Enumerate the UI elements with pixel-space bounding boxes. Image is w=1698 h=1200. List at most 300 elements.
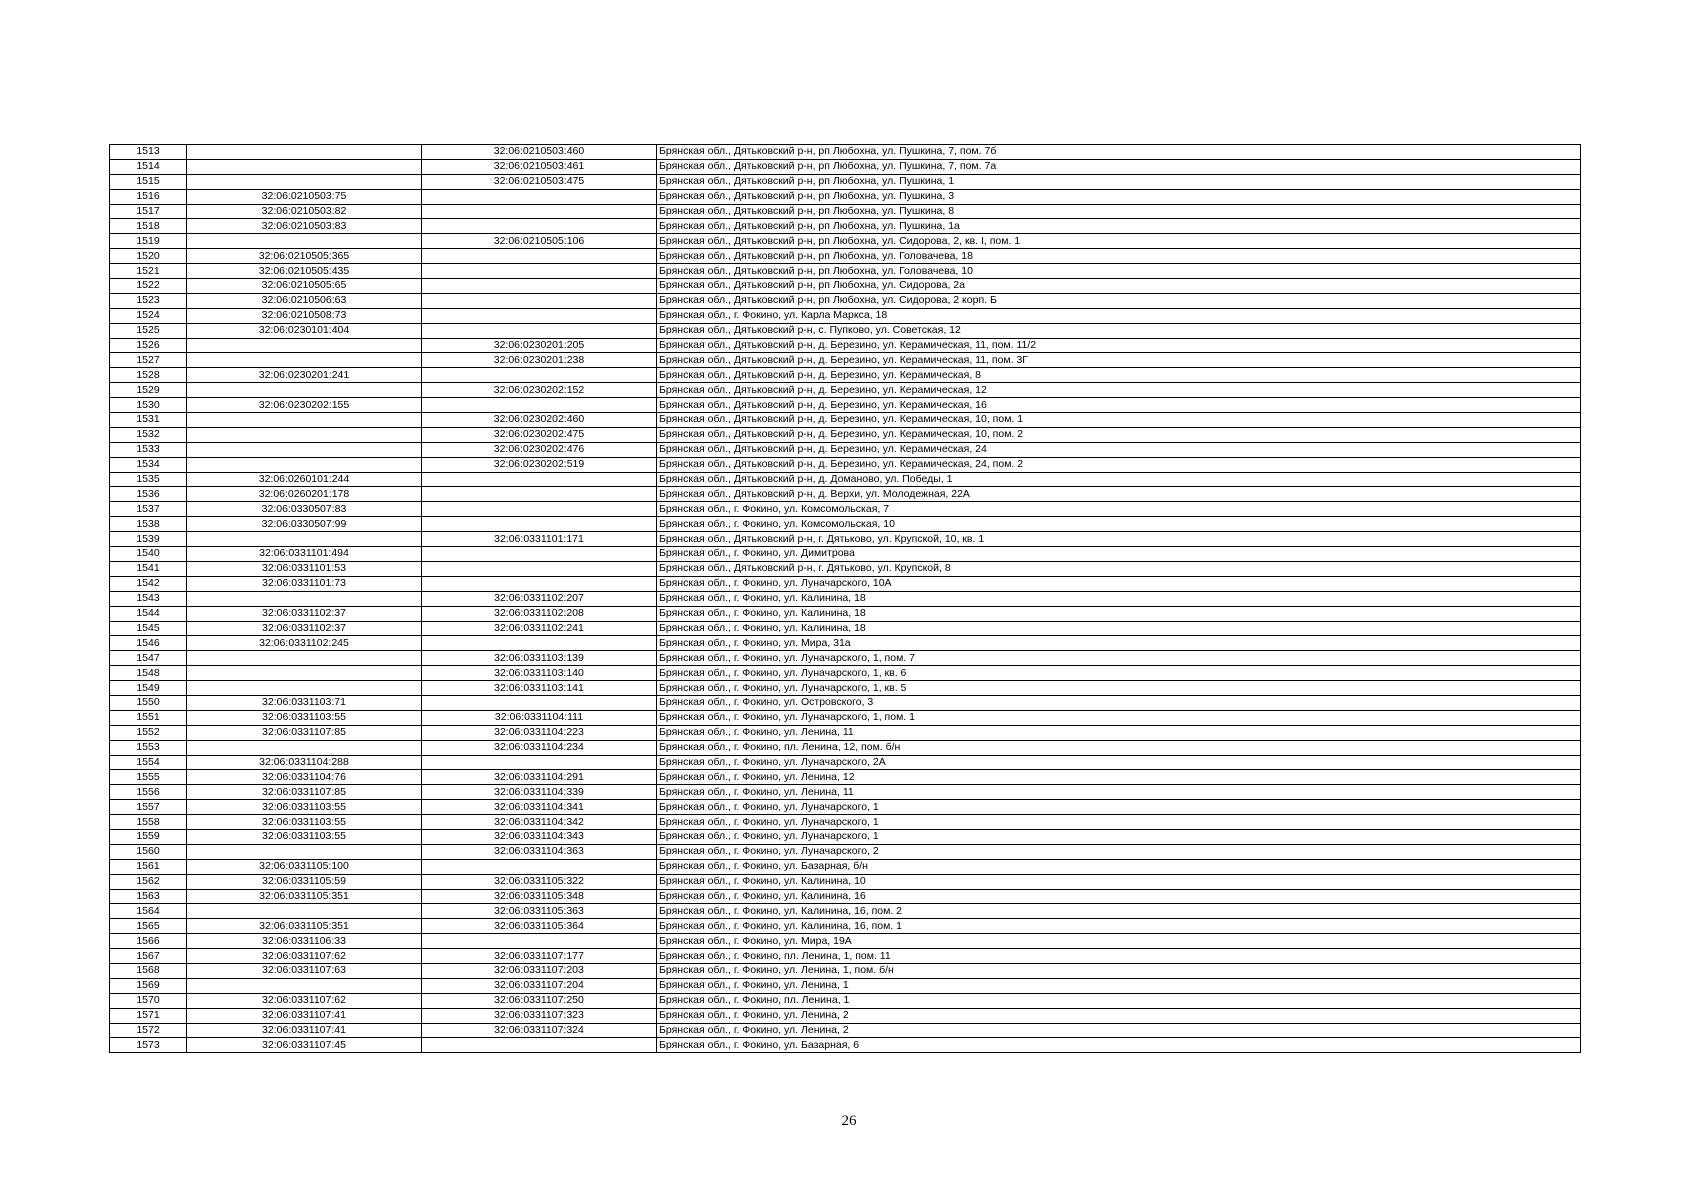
row-number-cell: 1569 [110,978,187,993]
row-number-cell: 1560 [110,844,187,859]
building-cadastral-number-cell [422,308,657,323]
land-cadastral-number-cell [187,651,422,666]
address-cell: Брянская обл., Дятьковский р-н, г. Дятьково, ул. Крупской, 8 [657,561,1581,576]
building-cadastral-number-cell: 32:06:0331103:140 [422,666,657,681]
row-number-cell: 1531 [110,413,187,428]
address-cell: Брянская обл., г. Фокино, ул. Луначарского, 1 [657,815,1581,830]
address-cell: Брянская обл., г. Фокино, ул. Калинина, 18 [657,591,1581,606]
address-cell: Брянская обл., г. Фокино, ул. Ленина, 12 [657,770,1581,785]
address-cell: Брянская обл., г. Фокино, ул. Ленина, 2 [657,1023,1581,1038]
land-cadastral-number-cell: 32:06:0230202:155 [187,398,422,413]
land-cadastral-number-cell [187,234,422,249]
table-row [110,725,1581,740]
building-cadastral-number-cell: 32:06:0230202:476 [422,442,657,457]
row-number-cell: 1514 [110,159,187,174]
building-cadastral-number-cell [422,189,657,204]
table-row [110,740,1581,755]
row-number-cell: 1518 [110,219,187,234]
land-cadastral-number-cell: 32:06:0331104:288 [187,755,422,770]
land-cadastral-number-cell [187,413,422,428]
table-row [110,159,1581,174]
row-number-cell: 1535 [110,472,187,487]
land-cadastral-number-cell: 32:06:0331103:55 [187,710,422,725]
row-number-cell: 1554 [110,755,187,770]
row-number-cell: 1566 [110,934,187,949]
building-cadastral-number-cell [422,487,657,502]
address-cell: Брянская обл., г. Фокино, ул. Луначарского, 1, пом. 7 [657,651,1581,666]
address-cell: Брянская обл., Дятьковский р-н, рп Любохна, ул. Сидорова, 2, кв. I, пом. 1 [657,234,1581,249]
address-cell: Брянская обл., г. Фокино, ул. Калинина, 18 [657,621,1581,636]
address-cell: Брянская обл., г. Фокино, ул. Ленина, 11 [657,785,1581,800]
row-number-cell: 1547 [110,651,187,666]
address-cell: Брянская обл., г. Фокино, ул. Базарная, 6 [657,1038,1581,1053]
address-cell: Брянская обл., г. Фокино, ул. Карла Маркса, 18 [657,308,1581,323]
row-number-cell: 1543 [110,591,187,606]
table-row [110,695,1581,710]
land-cadastral-number-cell: 32:06:0331107:62 [187,993,422,1008]
land-cadastral-number-cell [187,427,422,442]
land-cadastral-number-cell [187,740,422,755]
row-number-cell: 1522 [110,279,187,294]
table-row [110,1008,1581,1023]
building-cadastral-number-cell: 32:06:0331101:171 [422,532,657,547]
building-cadastral-number-cell [422,264,657,279]
land-cadastral-number-cell: 32:06:0331106:33 [187,934,422,949]
land-cadastral-number-cell: 32:06:0331105:100 [187,859,422,874]
land-cadastral-number-cell [187,978,422,993]
address-cell: Брянская обл., Дятьковский р-н, рп Любохна, ул. Пушкина, 1а [657,219,1581,234]
address-cell: Брянская обл., Дятьковский р-н, д. Березино, ул. Керамическая, 8 [657,368,1581,383]
address-cell: Брянская обл., г. Фокино, ул. Луначарского, 1, кв. 5 [657,681,1581,696]
table-row [110,606,1581,621]
land-cadastral-number-cell: 32:06:0331101:494 [187,547,422,562]
table-row [110,934,1581,949]
land-cadastral-number-cell: 32:06:0210503:82 [187,204,422,219]
row-number-cell: 1550 [110,695,187,710]
table-row [110,323,1581,338]
building-cadastral-number-cell: 32:06:0331104:291 [422,770,657,785]
address-cell: Брянская обл., г. Фокино, ул. Комсомольская, 10 [657,517,1581,532]
table-row [110,993,1581,1008]
address-cell: Брянская обл., Дятьковский р-н, рп Любохна, ул. Пушкина, 7, пом. 7а [657,159,1581,174]
land-cadastral-number-cell: 32:06:0230201:241 [187,368,422,383]
building-cadastral-number-cell: 32:06:0331107:324 [422,1023,657,1038]
table-row [110,919,1581,934]
table-row [110,651,1581,666]
land-cadastral-number-cell: 32:06:0260201:178 [187,487,422,502]
land-cadastral-number-cell: 32:06:0331107:41 [187,1008,422,1023]
address-cell: Брянская обл., Дятьковский р-н, д. Березино, ул. Керамическая, 24 [657,442,1581,457]
row-number-cell: 1563 [110,889,187,904]
address-cell: Брянская обл., Дятьковский р-н, рп Любохна, ул. Пушкина, 3 [657,189,1581,204]
address-cell: Брянская обл., Дятьковский р-н, рп Любохна, ул. Сидорова, 2 корп. Б [657,293,1581,308]
building-cadastral-number-cell: 32:06:0331104:341 [422,800,657,815]
row-number-cell: 1540 [110,547,187,562]
row-number-cell: 1570 [110,993,187,1008]
address-cell: Брянская обл., Дятьковский р-н, д. Верхи, ул. Молодежная, 22А [657,487,1581,502]
table-row [110,576,1581,591]
table-row [110,472,1581,487]
row-number-cell: 1519 [110,234,187,249]
land-cadastral-number-cell: 32:06:0330507:83 [187,502,422,517]
table-row [110,844,1581,859]
table-row [110,308,1581,323]
building-cadastral-number-cell [422,547,657,562]
address-cell: Брянская обл., Дятьковский р-н, рп Любохна, ул. Пушкина, 1 [657,174,1581,189]
land-cadastral-number-cell [187,666,422,681]
table-row [110,785,1581,800]
registry-table-body [110,145,1581,1053]
table-row [110,293,1581,308]
row-number-cell: 1526 [110,338,187,353]
table-row [110,398,1581,413]
building-cadastral-number-cell: 32:06:0210503:461 [422,159,657,174]
row-number-cell: 1524 [110,308,187,323]
building-cadastral-number-cell [422,204,657,219]
address-cell: Брянская обл., г. Фокино, ул. Луначарского, 1 [657,800,1581,815]
address-cell: Брянская обл., г. Фокино, ул. Луначарского, 10А [657,576,1581,591]
row-number-cell: 1521 [110,264,187,279]
building-cadastral-number-cell [422,517,657,532]
address-cell: Брянская обл., Дятьковский р-н, рп Любохна, ул. Пушкина, 8 [657,204,1581,219]
row-number-cell: 1533 [110,442,187,457]
address-cell: Брянская обл., г. Фокино, ул. Ленина, 1, пом. б/н [657,963,1581,978]
address-cell: Брянская обл., г. Фокино, пл. Ленина, 1 [657,993,1581,1008]
land-cadastral-number-cell: 32:06:0260101:244 [187,472,422,487]
building-cadastral-number-cell: 32:06:0210503:475 [422,174,657,189]
address-cell: Брянская обл., Дятьковский р-н, рп Любохна, ул. Пушкина, 7, пом. 7б [657,145,1581,160]
building-cadastral-number-cell [422,472,657,487]
land-cadastral-number-cell: 32:06:0331107:85 [187,785,422,800]
building-cadastral-number-cell [422,249,657,264]
row-number-cell: 1525 [110,323,187,338]
building-cadastral-number-cell [422,755,657,770]
row-number-cell: 1538 [110,517,187,532]
row-number-cell: 1553 [110,740,187,755]
building-cadastral-number-cell [422,323,657,338]
table-row [110,368,1581,383]
row-number-cell: 1557 [110,800,187,815]
table-row [110,591,1581,606]
row-number-cell: 1548 [110,666,187,681]
land-cadastral-number-cell: 32:06:0210505:365 [187,249,422,264]
land-cadastral-number-cell: 32:06:0331107:41 [187,1023,422,1038]
land-cadastral-number-cell [187,591,422,606]
address-cell: Брянская обл., г. Фокино, ул. Калинина, 18 [657,606,1581,621]
land-cadastral-number-cell: 32:06:0331107:63 [187,963,422,978]
row-number-cell: 1523 [110,293,187,308]
building-cadastral-number-cell [422,279,657,294]
table-row [110,502,1581,517]
building-cadastral-number-cell: 32:06:0331104:234 [422,740,657,755]
building-cadastral-number-cell [422,576,657,591]
row-number-cell: 1549 [110,681,187,696]
row-number-cell: 1530 [110,398,187,413]
building-cadastral-number-cell: 32:06:0331107:203 [422,963,657,978]
row-number-cell: 1572 [110,1023,187,1038]
building-cadastral-number-cell: 32:06:0331107:323 [422,1008,657,1023]
address-cell: Брянская обл., Дятьковский р-н, д. Березино, ул. Керамическая, 10, пом. 2 [657,427,1581,442]
land-cadastral-number-cell: 32:06:0331107:62 [187,949,422,964]
address-cell: Брянская обл., г. Фокино, ул. Луначарского, 1, кв. 6 [657,666,1581,681]
address-cell: Брянская обл., г. Фокино, ул. Калинина, 16 [657,889,1581,904]
building-cadastral-number-cell: 32:06:0210505:106 [422,234,657,249]
table-row [110,889,1581,904]
row-number-cell: 1559 [110,829,187,844]
table-row [110,710,1581,725]
row-number-cell: 1539 [110,532,187,547]
land-cadastral-number-cell [187,383,422,398]
row-number-cell: 1544 [110,606,187,621]
table-row [110,427,1581,442]
address-cell: Брянская обл., г. Фокино, ул. Мира, 31а [657,636,1581,651]
building-cadastral-number-cell: 32:06:0230202:519 [422,457,657,472]
address-cell: Брянская обл., г. Фокино, пл. Ленина, 1, пом. 11 [657,949,1581,964]
row-number-cell: 1513 [110,145,187,160]
building-cadastral-number-cell [422,561,657,576]
row-number-cell: 1565 [110,919,187,934]
building-cadastral-number-cell [422,502,657,517]
table-row [110,264,1581,279]
table-row [110,963,1581,978]
row-number-cell: 1536 [110,487,187,502]
building-cadastral-number-cell: 32:06:0331104:343 [422,829,657,844]
building-cadastral-number-cell: 32:06:0210503:460 [422,145,657,160]
building-cadastral-number-cell: 32:06:0230202:460 [422,413,657,428]
row-number-cell: 1551 [110,710,187,725]
land-cadastral-number-cell [187,457,422,472]
table-row [110,442,1581,457]
land-cadastral-number-cell [187,159,422,174]
building-cadastral-number-cell: 32:06:0331105:322 [422,874,657,889]
land-cadastral-number-cell [187,338,422,353]
table-row [110,353,1581,368]
address-cell: Брянская обл., г. Фокино, пл. Ленина, 12, пом. б/н [657,740,1581,755]
row-number-cell: 1545 [110,621,187,636]
table-row [110,457,1581,472]
building-cadastral-number-cell [422,695,657,710]
land-cadastral-number-cell [187,904,422,919]
land-cadastral-number-cell: 32:06:0331103:55 [187,829,422,844]
table-row [110,413,1581,428]
building-cadastral-number-cell: 32:06:0230202:475 [422,427,657,442]
building-cadastral-number-cell [422,398,657,413]
land-cadastral-number-cell: 32:06:0210503:75 [187,189,422,204]
table-row [110,770,1581,785]
row-number-cell: 1561 [110,859,187,874]
building-cadastral-number-cell: 32:06:0331105:363 [422,904,657,919]
land-cadastral-number-cell: 32:06:0331103:71 [187,695,422,710]
table-row [110,621,1581,636]
row-number-cell: 1520 [110,249,187,264]
address-cell: Брянская обл., Дятьковский р-н, д. Березино, ул. Керамическая, 24, пом. 2 [657,457,1581,472]
table-row [110,383,1581,398]
land-cadastral-number-cell: 32:06:0210506:63 [187,293,422,308]
table-row [110,829,1581,844]
land-cadastral-number-cell [187,353,422,368]
table-row [110,681,1581,696]
address-cell: Брянская обл., г. Фокино, ул. Калинина, 10 [657,874,1581,889]
land-cadastral-number-cell: 32:06:0331103:55 [187,800,422,815]
address-cell: Брянская обл., г. Фокино, ул. Луначарского, 2А [657,755,1581,770]
land-cadastral-number-cell: 32:06:0331103:55 [187,815,422,830]
address-cell: Брянская обл., г. Фокино, ул. Ленина, 1 [657,978,1581,993]
table-row [110,755,1581,770]
address-cell: Брянская обл., г. Фокино, ул. Калинина, 16, пом. 1 [657,919,1581,934]
table-row [110,145,1581,160]
table-row [110,859,1581,874]
address-cell: Брянская обл., Дятьковский р-н, д. Березино, ул. Керамическая, 16 [657,398,1581,413]
building-cadastral-number-cell: 32:06:0230201:238 [422,353,657,368]
table-row [110,249,1581,264]
building-cadastral-number-cell: 32:06:0331107:177 [422,949,657,964]
row-number-cell: 1529 [110,383,187,398]
table-row [110,204,1581,219]
building-cadastral-number-cell: 32:06:0331102:241 [422,621,657,636]
row-number-cell: 1546 [110,636,187,651]
building-cadastral-number-cell [422,219,657,234]
building-cadastral-number-cell [422,368,657,383]
row-number-cell: 1537 [110,502,187,517]
building-cadastral-number-cell: 32:06:0230202:152 [422,383,657,398]
building-cadastral-number-cell [422,636,657,651]
address-cell: Брянская обл., Дятьковский р-н, д. Березино, ул. Керамическая, 11, пом. 11/2 [657,338,1581,353]
address-cell: Брянская обл., Дятьковский р-н, д. Березино, ул. Керамическая, 10, пом. 1 [657,413,1581,428]
row-number-cell: 1534 [110,457,187,472]
table-row [110,219,1581,234]
building-cadastral-number-cell [422,293,657,308]
land-cadastral-number-cell: 32:06:0331102:245 [187,636,422,651]
table-row [110,1023,1581,1038]
address-cell: Брянская обл., г. Фокино, ул. Луначарского, 1 [657,829,1581,844]
land-cadastral-number-cell: 32:06:0331104:76 [187,770,422,785]
table-row [110,234,1581,249]
table-row [110,561,1581,576]
row-number-cell: 1571 [110,1008,187,1023]
row-number-cell: 1573 [110,1038,187,1053]
row-number-cell: 1542 [110,576,187,591]
table-row [110,547,1581,562]
address-cell: Брянская обл., Дятьковский р-н, д. Березино, ул. Керамическая, 11, пом. 3Г [657,353,1581,368]
row-number-cell: 1562 [110,874,187,889]
address-cell: Брянская обл., г. Фокино, ул. Базарная, б/н [657,859,1581,874]
address-cell: Брянская обл., г. Фокино, ул. Димитрова [657,547,1581,562]
address-cell: Брянская обл., Дятьковский р-н, рп Любохна, ул. Головачева, 10 [657,264,1581,279]
land-cadastral-number-cell: 32:06:0331101:53 [187,561,422,576]
land-cadastral-number-cell: 32:06:0330507:99 [187,517,422,532]
address-cell: Брянская обл., г. Фокино, ул. Калинина, 16, пом. 2 [657,904,1581,919]
table-row [110,487,1581,502]
address-cell: Брянская обл., г. Фокино, ул. Комсомольская, 7 [657,502,1581,517]
building-cadastral-number-cell: 32:06:0331104:339 [422,785,657,800]
building-cadastral-number-cell: 32:06:0331103:141 [422,681,657,696]
row-number-cell: 1552 [110,725,187,740]
table-row [110,338,1581,353]
row-number-cell: 1516 [110,189,187,204]
table-row [110,874,1581,889]
row-number-cell: 1528 [110,368,187,383]
table-row [110,189,1581,204]
address-cell: Брянская обл., г. Фокино, ул. Ленина, 11 [657,725,1581,740]
building-cadastral-number-cell [422,1038,657,1053]
row-number-cell: 1568 [110,963,187,978]
address-cell: Брянская обл., Дятьковский р-н, рп Любохна, ул. Головачева, 18 [657,249,1581,264]
land-cadastral-number-cell: 32:06:0331101:73 [187,576,422,591]
table-row [110,279,1581,294]
row-number-cell: 1541 [110,561,187,576]
building-cadastral-number-cell: 32:06:0331103:139 [422,651,657,666]
table-row [110,815,1581,830]
table-row [110,666,1581,681]
address-cell: Брянская обл., Дятьковский р-н, г. Дятьково, ул. Крупской, 10, кв. 1 [657,532,1581,547]
land-cadastral-number-cell: 32:06:0331102:37 [187,606,422,621]
page-number: 26 [841,1113,857,1129]
table-row [110,532,1581,547]
building-cadastral-number-cell: 32:06:0230201:205 [422,338,657,353]
table-row [110,1038,1581,1053]
address-cell: Брянская обл., Дятьковский р-н, д. Доманово, ул. Победы, 1 [657,472,1581,487]
row-number-cell: 1556 [110,785,187,800]
building-cadastral-number-cell [422,934,657,949]
building-cadastral-number-cell: 32:06:0331104:363 [422,844,657,859]
address-cell: Брянская обл., г. Фокино, ул. Островского, 3 [657,695,1581,710]
land-cadastral-number-cell: 32:06:0331107:85 [187,725,422,740]
land-cadastral-number-cell: 32:06:0210503:83 [187,219,422,234]
land-cadastral-number-cell [187,145,422,160]
land-cadastral-number-cell: 32:06:0210505:435 [187,264,422,279]
land-cadastral-number-cell: 32:06:0331105:351 [187,919,422,934]
land-cadastral-number-cell: 32:06:0331102:37 [187,621,422,636]
land-cadastral-number-cell: 32:06:0210508:73 [187,308,422,323]
table-row [110,636,1581,651]
land-cadastral-number-cell: 32:06:0210505:65 [187,279,422,294]
row-number-cell: 1555 [110,770,187,785]
table-row [110,174,1581,189]
building-cadastral-number-cell: 32:06:0331105:348 [422,889,657,904]
land-cadastral-number-cell: 32:06:0331105:351 [187,889,422,904]
building-cadastral-number-cell: 32:06:0331104:111 [422,710,657,725]
land-cadastral-number-cell [187,174,422,189]
table-row [110,904,1581,919]
land-cadastral-number-cell: 32:06:0331107:45 [187,1038,422,1053]
land-cadastral-number-cell: 32:06:0331105:59 [187,874,422,889]
building-cadastral-number-cell: 32:06:0331105:364 [422,919,657,934]
row-number-cell: 1567 [110,949,187,964]
row-number-cell: 1564 [110,904,187,919]
property-registry-table [109,144,1581,1053]
address-cell: Брянская обл., г. Фокино, ул. Луначарского, 2 [657,844,1581,859]
land-cadastral-number-cell [187,442,422,457]
row-number-cell: 1532 [110,427,187,442]
land-cadastral-number-cell [187,844,422,859]
row-number-cell: 1558 [110,815,187,830]
address-cell: Брянская обл., г. Фокино, ул. Ленина, 2 [657,1008,1581,1023]
address-cell: Брянская обл., Дятьковский р-н, рп Любохна, ул. Сидорова, 2а [657,279,1581,294]
building-cadastral-number-cell [422,859,657,874]
building-cadastral-number-cell: 32:06:0331107:204 [422,978,657,993]
building-cadastral-number-cell: 32:06:0331102:207 [422,591,657,606]
land-cadastral-number-cell: 32:06:0230101:404 [187,323,422,338]
address-cell: Брянская обл., Дятьковский р-н, д. Березино, ул. Керамическая, 12 [657,383,1581,398]
building-cadastral-number-cell: 32:06:0331102:208 [422,606,657,621]
land-cadastral-number-cell [187,532,422,547]
row-number-cell: 1515 [110,174,187,189]
row-number-cell: 1527 [110,353,187,368]
building-cadastral-number-cell: 32:06:0331107:250 [422,993,657,1008]
row-number-cell: 1517 [110,204,187,219]
table-row [110,517,1581,532]
land-cadastral-number-cell [187,681,422,696]
